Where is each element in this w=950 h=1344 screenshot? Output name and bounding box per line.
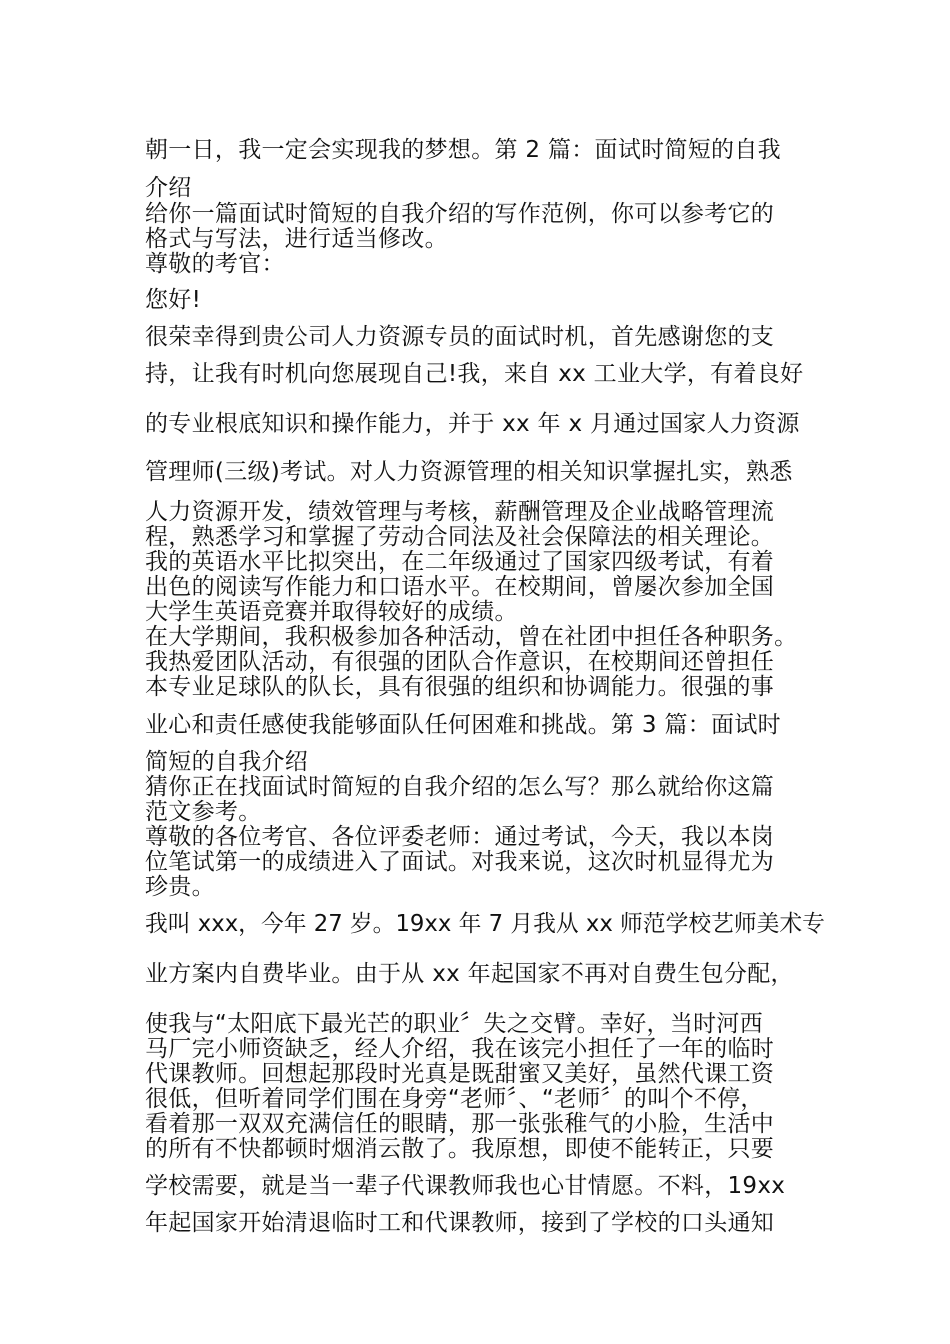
text-line: 看着那一双双充满信任的眼睛，那一张张稚气的小脸，生活中 <box>145 1111 775 1137</box>
text-line: 位笔试第一的成绩进入了面试。对我来说，这次时机显得尤为 <box>145 849 775 875</box>
text-line: 尊敬的各位考官、各位评委老师：通过考试，今天，我以本岗 <box>145 824 775 850</box>
text-line: 珍贵。 <box>145 874 215 900</box>
text-line: 业方案内自费毕业。由于从 xx 年起国家不再对自费生包分配， <box>145 961 794 987</box>
text-line: 大学生英语竞赛并取得较好的成绩。 <box>145 599 518 625</box>
text-line: 简短的自我介绍 <box>145 749 309 775</box>
text-line: 给你一篇面试时简短的自我介绍的写作范例，你可以参考它的 <box>145 201 775 227</box>
text-line: 很荣幸得到贵公司人力资源专员的面试时机，首先感谢您的支 <box>145 324 775 350</box>
text-line: 猜你正在找面试时简短的自我介绍的怎么写？那么就给你这篇 <box>145 774 775 800</box>
text-line: 马厂完小师资缺乏，经人介绍，我在该完小担任了一年的临时 <box>145 1036 775 1062</box>
text-line: 我热爱团队活动，有很强的团队合作意识，在校期间还曾担任 <box>145 649 775 675</box>
text-line: 的专业根底知识和操作能力，并于 xx 年 x 月通过国家人力资源 <box>145 411 800 437</box>
text-line: 格式与写法，进行适当修改。 <box>145 226 448 252</box>
text-line: 程，熟悉学习和掌握了劳动合同法及社会保障法的相关理论。 <box>145 524 775 550</box>
text-line: 持，让我有时机向您展现自己!我，来自 xx 工业大学，有着良好 <box>145 361 804 387</box>
text-line: 人力资源开发，绩效管理与考核，薪酬管理及企业战略管理流 <box>145 499 775 525</box>
text-line: 在大学期间，我积极参加各种活动，曾在社团中担任各种职务。 <box>145 624 798 650</box>
text-line: 您好! <box>145 287 202 313</box>
text-line: 出色的阅读写作能力和口语水平。在校期间，曾屡次参加全国 <box>145 574 775 600</box>
text-line: 的所有不快都顿时烟消云散了。我原想，即使不能转正，只要 <box>145 1136 775 1162</box>
text-line: 我叫 xxx，今年 27 岁。19xx 年 7 月我从 xx 师范学校艺师美术专 <box>145 911 825 937</box>
text-line: 尊敬的考官： <box>145 251 285 277</box>
text-line: 代课教师。回想起那段时光真是既甜蜜又美好，虽然代课工资 <box>145 1061 775 1087</box>
text-line: 管理师(三级)考试。对人力资源管理的相关知识掌握扎实，熟悉 <box>145 459 793 485</box>
text-line: 很低，但听着同学们围在身旁“老师〞、“老师〞的叫个不停， <box>145 1086 764 1112</box>
text-line: 本专业足球队的队长，具有很强的组织和协调能力。很强的事 <box>145 674 775 700</box>
text-line: 朝一日，我一定会实现我的梦想。第 2 篇：面试时简短的自我 <box>145 137 781 163</box>
text-line: 介绍 <box>145 175 192 201</box>
text-line: 范文参考。 <box>145 799 262 825</box>
text-line: 我的英语水平比拟突出，在二年级通过了国家四级考试，有着 <box>145 549 775 575</box>
text-line: 使我与“太阳底下最光芒的职业〞失之交臂。幸好，当时河西 <box>145 1011 764 1037</box>
text-line: 业心和责任感使我能够面队任何困难和挑战。第 3 篇：面试时 <box>145 712 781 738</box>
text-line: 学校需要，就是当一辈子代课教师我也心甘情愿。不料，19xx <box>145 1173 786 1199</box>
text-line: 年起国家开始清退临时工和代课教师，接到了学校的口头通知 <box>145 1210 775 1236</box>
